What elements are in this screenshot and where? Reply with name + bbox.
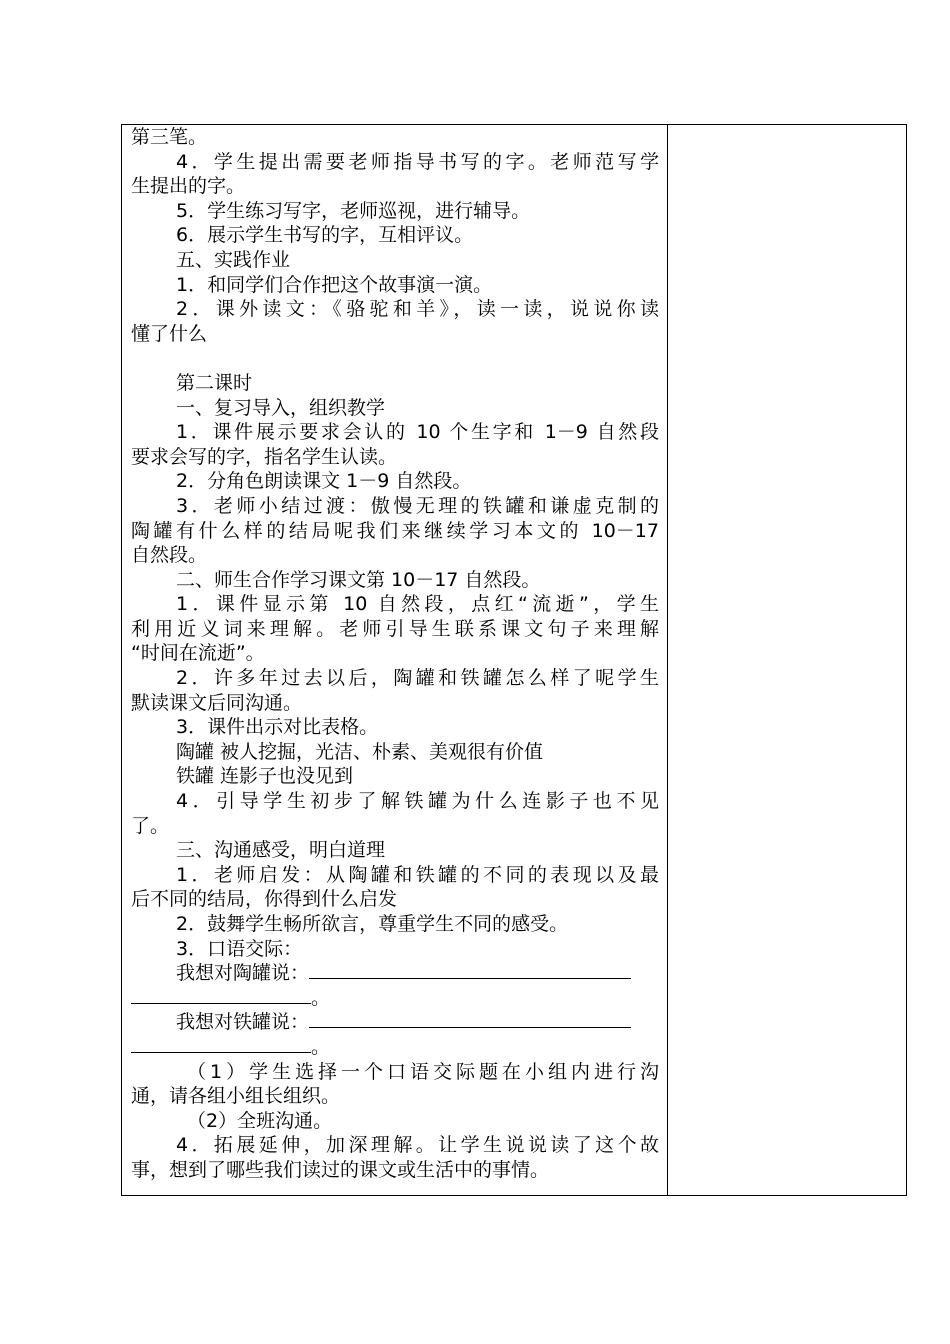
text-line: 后不同的结局，你得到什么启发 <box>131 888 398 911</box>
text-line: 2．分角色朗读课文 1－9 自然段。 <box>176 470 472 493</box>
answer-blank <box>131 1036 311 1053</box>
fill-in-pottery <box>131 961 659 986</box>
period-mark: 。 <box>311 1035 331 1058</box>
answer-blank <box>309 1011 631 1028</box>
lesson-heading: 第二课时 <box>176 371 253 394</box>
text-line: 通，请各组小组长组织。 <box>131 1085 341 1108</box>
text-line: 1．课件显示第 10 自然段，点红“流逝”，学生 <box>176 593 659 616</box>
text-line: 4．引导学生初步了解铁罐为什么连影子也不见 <box>176 790 659 813</box>
lesson-content-cell <box>131 125 659 1183</box>
text-line: 1．和同学们合作把这个故事演一演。 <box>176 273 493 296</box>
column-divider <box>667 125 668 1195</box>
text-line: 第三笔。 <box>131 126 208 148</box>
text-line: 2．课外读文：《骆驼和羊》，读一读，说说你读 <box>176 298 659 321</box>
text-line: 3．口语交际： <box>176 937 303 960</box>
text-line: 2．鼓舞学生畅所欲言，尊重学生不同的感受。 <box>176 913 569 935</box>
text-line: 3．课件出示对比表格。 <box>176 716 379 739</box>
section-heading: 三、沟通感受，明白道理 <box>176 839 386 862</box>
text-line: 生提出的字。 <box>131 175 246 198</box>
text-line: （2）全班沟通。 <box>187 1109 333 1132</box>
text-line: 5．学生练习写字，老师巡视，进行辅导。 <box>176 199 531 222</box>
section-heading: 二、师生合作学习课文第 10－17 自然段。 <box>176 568 541 591</box>
comparison-row-iron: 铁罐 连影子也没见到 <box>176 765 354 788</box>
fill-in-iron <box>131 1010 659 1035</box>
lesson-plan-table <box>121 124 907 1196</box>
text-line: 1．课件展示要求会认的 10 个生字和 1－9 自然段 <box>176 421 659 444</box>
fill-in-iron-cont <box>131 1035 659 1060</box>
text-line: 6．展示学生书写的字，互相评议。 <box>176 224 474 247</box>
text-line: “时间在流逝”。 <box>131 642 265 665</box>
text-line: 利用近义词来理解。老师引导生联系课文句子来理解 <box>131 617 659 640</box>
fill-in-pottery-cont <box>131 986 659 1011</box>
text-line: 4．拓展延伸，加深理解。让学生说说读了这个故 <box>176 1134 659 1157</box>
text-line: 懂了什么 <box>131 322 208 345</box>
text-line: 陶罐有什么样的结局呢我们来继续学习本文的 10－17 <box>131 519 659 542</box>
text-line: 4．学生提出需要老师指导书写的字。老师范写学 <box>176 150 659 173</box>
fill-in-label: 我想对陶罐说： <box>176 962 310 985</box>
answer-blank <box>131 987 311 1004</box>
text-line: 默读课文后同沟通。 <box>131 691 303 714</box>
section-heading: 五、实践作业 <box>176 248 291 271</box>
text-line: 1．老师启发：从陶罐和铁罐的不同的表现以及最 <box>176 863 659 886</box>
section-heading: 一、复习导入，组织教学 <box>176 396 386 419</box>
text-line: 了。 <box>131 814 170 837</box>
blank-line <box>131 346 659 371</box>
comparison-row-pottery: 陶罐 被人挖掘，光洁、朴素、美观很有价值 <box>176 740 544 763</box>
text-line: 3．老师小结过渡：傲慢无理的铁罐和谦虚克制的 <box>176 494 659 517</box>
fill-in-label: 我想对铁罐说： <box>176 1011 310 1034</box>
text-line: 要求会写的字，指名学生认读。 <box>131 445 398 468</box>
answer-blank <box>309 962 631 979</box>
text-line: （1）学生选择一个口语交际题在小组内进行沟 <box>187 1060 659 1083</box>
period-mark: 。 <box>311 986 331 1009</box>
text-line: 自然段。 <box>131 544 208 567</box>
text-line: 事，想到了哪些我们读过的课文或生活中的事情。 <box>131 1158 550 1181</box>
text-line: 2．许多年过去以后，陶罐和铁罐怎么样了呢学生 <box>176 667 659 690</box>
